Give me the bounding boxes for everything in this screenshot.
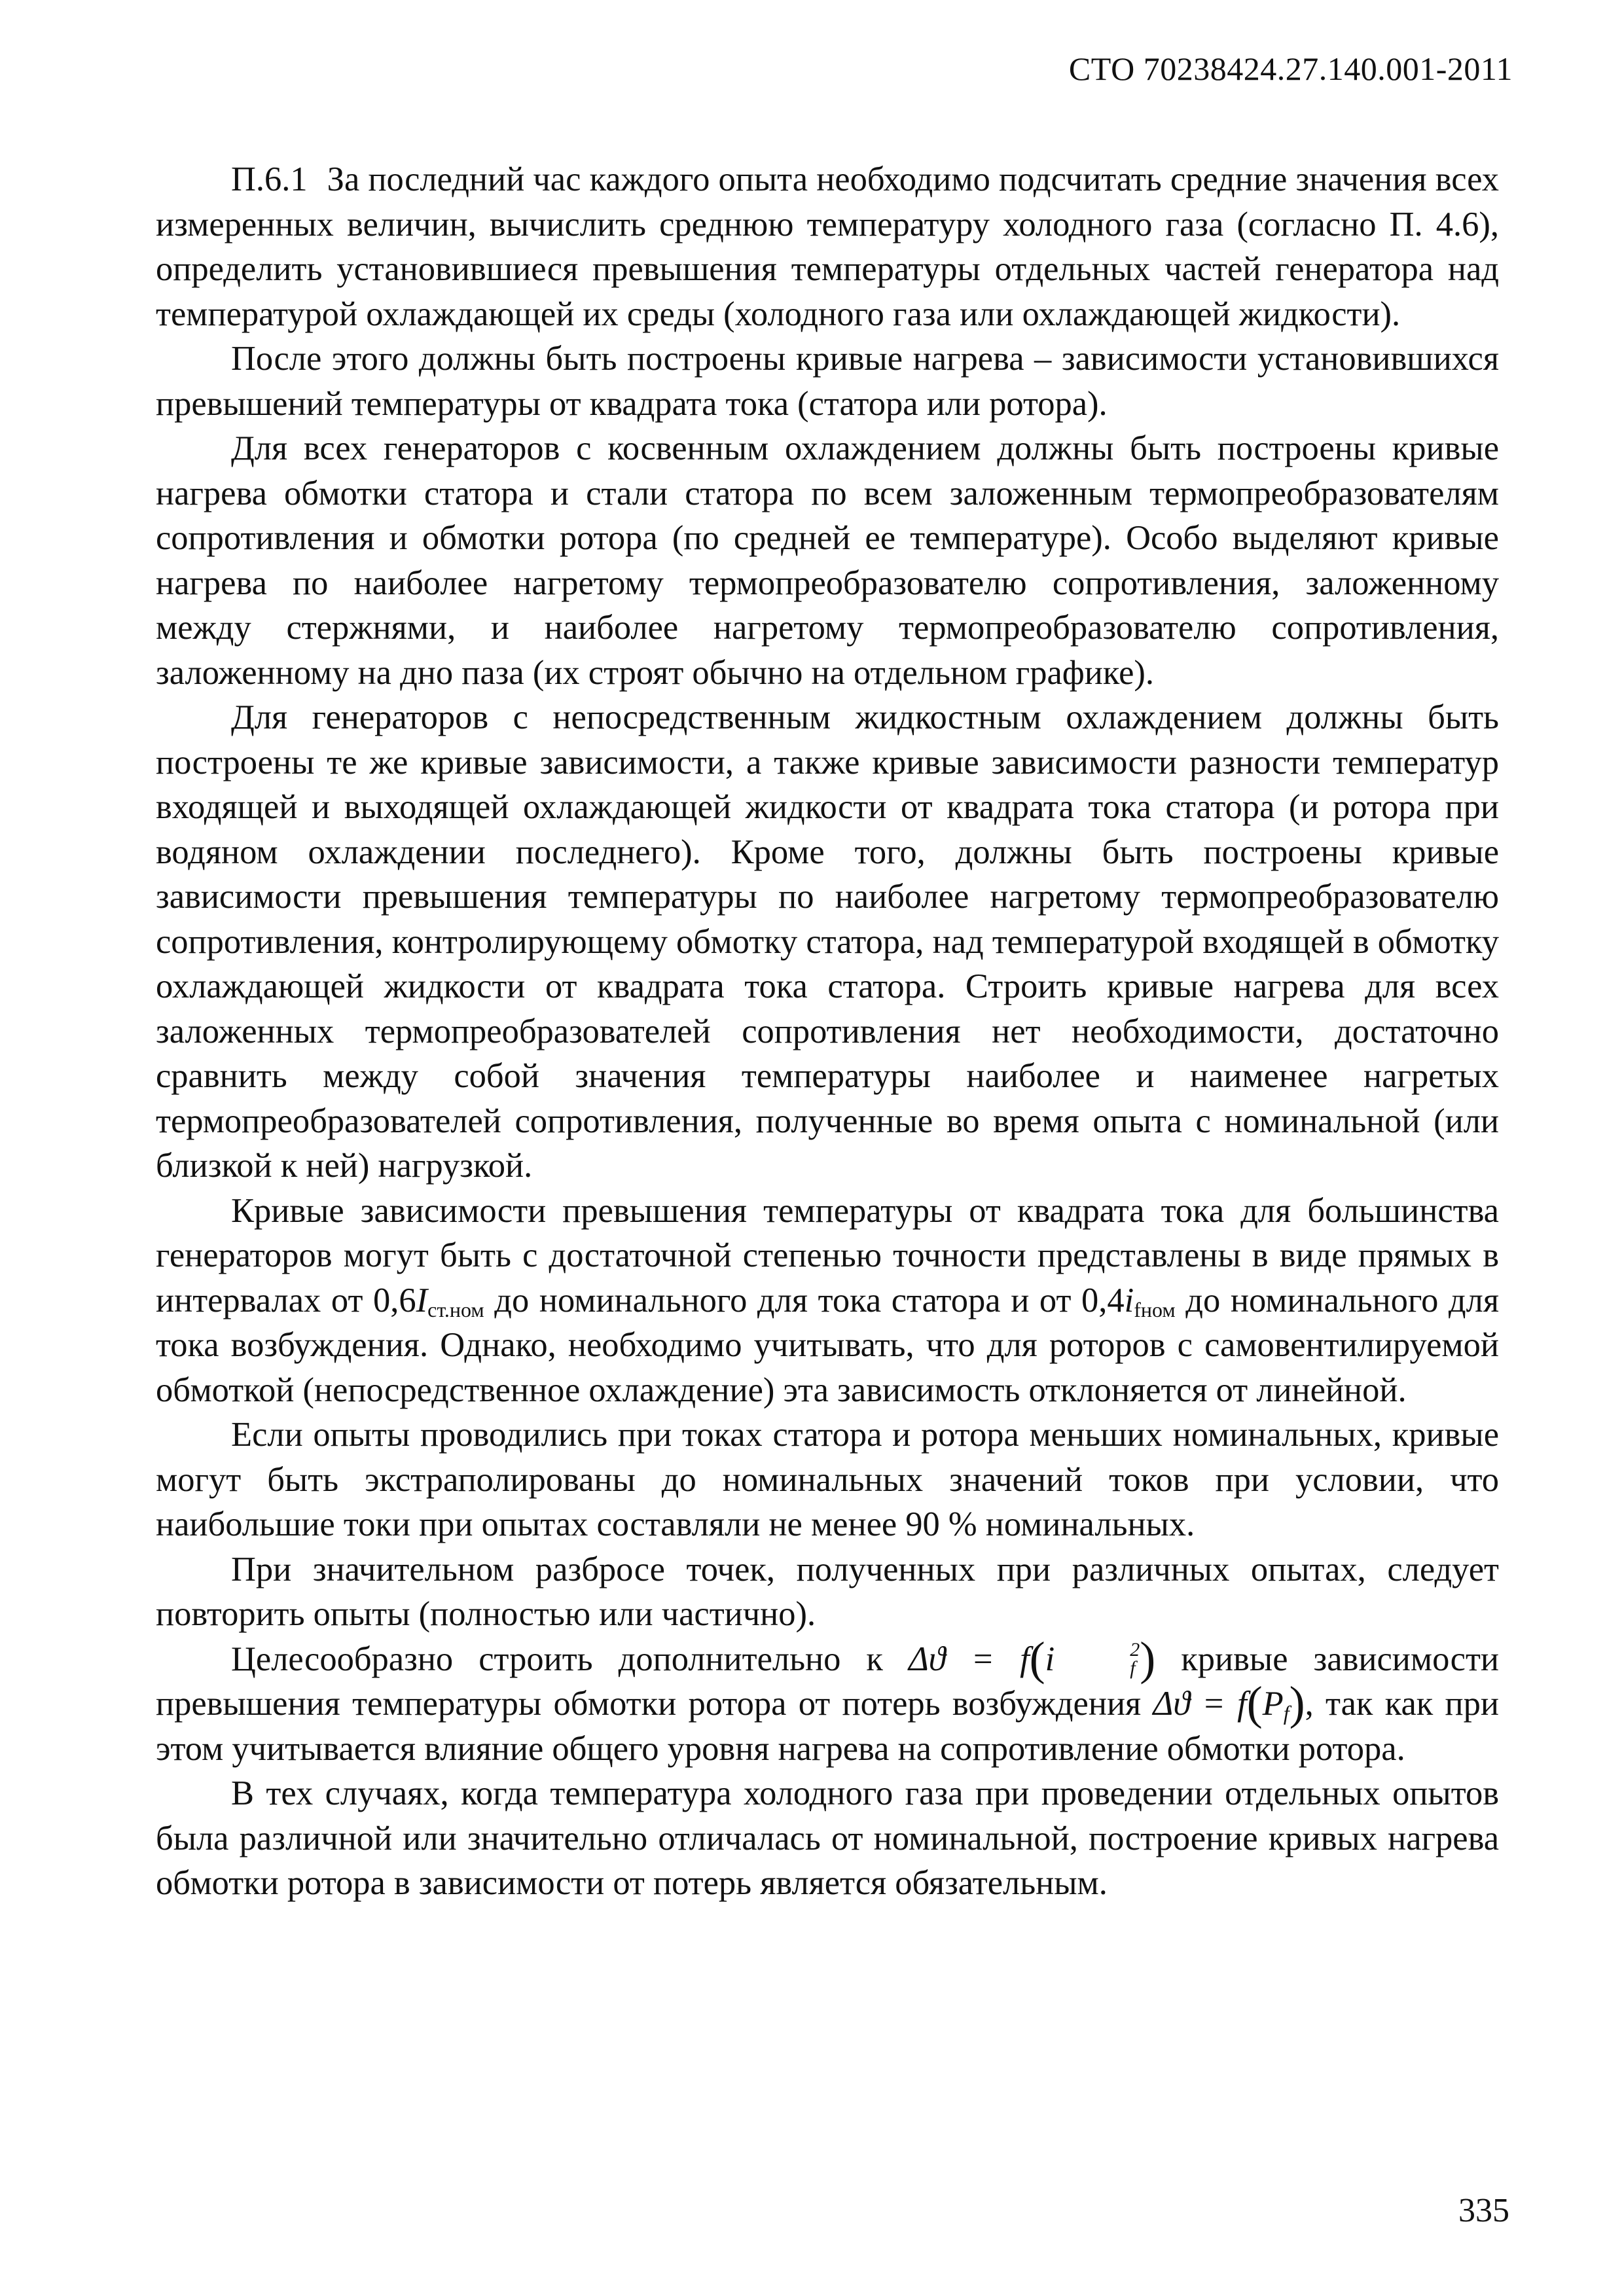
current-subscript-stator: ст.ном bbox=[427, 1297, 484, 1321]
paragraph-linear-approximation: Кривые зависимости превышения температуры от квадрата тока для большинства генераторов могут быть с достаточной степенью точности представлены в виде прямых в интервалах от $0,6I_{ст.ном}$ до номинального для тока статора и от $0,4i_{fном}$ до номинального для тока возбуждения. Однако, необходимо учитывать, что для роторов с самовентилируемой обмоткой (непосредственное охлаждение) эта зависимость отклоняется от линейной. bbox=[156, 1191, 1499, 1409]
document-body bbox=[156, 157, 1499, 1906]
clause-number: П.6.1 bbox=[231, 160, 308, 198]
paragraph-rotor-losses: Целесообразно строить дополнительно к Δϑ = f(i 2 f ) кривые зависимости превышения температуры обмотки ротора от потерь возбуждения $\Delta ϑ = f(P_f)$, так как при этом учитывается влияние общего уровня нагрева на сопротивление обмотки ротора. bbox=[156, 1632, 1499, 1768]
paragraph-mandatory-construction: В тех случаях, когда температура холодного газа при проведении отдельных опытов была различной или значительно отличалась от номинальной, построение кривых нагрева обмотки ротора в зависимости от потерь является обязательным. bbox=[156, 1774, 1499, 1902]
current-subscript-excitation: fном bbox=[1134, 1297, 1176, 1321]
paragraph-extrapolation: Если опыты проводились при токах статора и ротора меньших номинальных, кривые могут быть экстраполированы до номинальных значений токов при условии, что наибольшие токи при опытах составляли не менее 90 % номинальных. bbox=[156, 1416, 1499, 1543]
page-number: 335 bbox=[1458, 2192, 1509, 2229]
paragraph-indirect-cooling: Для всех генераторов с косвенным охлаждением должны быть построены кривые нагрева обмотки статора и стали статора по всем заложенным термопреобразователям сопротивления и обмотки ротора (по средней ее температуре). Особо выделяют кривые нагрева по наиболее нагретому термопреобразователю сопротивления, заложенному между стержнями, и наиболее нагретому термопреобразователю сопротивления, заложенному на дно паза (их строят обычно на отдельном графике). bbox=[156, 429, 1499, 692]
current-symbol-stator: I bbox=[416, 1281, 428, 1319]
paragraph-liquid-cooling: Для генераторов с непосредственным жидкостным охлаждением должны быть построены те же кривые зависимости, а также кривые зависимости разности температур входящей и выходящей охлаждающей жидкости от квадрата тока статора (и ротора при водяном охлаждении последнего). Кроме того, должны быть построены кривые зависимости превышения температуры по наиболее нагретому термопреобразователю сопротивления, контролирующему обмотку статора, над температурой входящей в обмотку охлаждающей жидкости от квадрата тока статора. Строить кривые нагрева для всех заложенных термопреобразователей сопротивления нет необходимости, достаточно сравнить между собой значения температуры наиболее и наименее нагретых термопреобразователей сопротивления, полученные во время опыта с номинальной (или близкой к ней) нагрузкой. bbox=[156, 698, 1499, 1185]
paragraph-text: За последний час каждого опыта необходимо подсчитать средние значения всех измеренных величин, вычислить среднюю температуру холодного газа (согласно П. 4.6), определить установившиеся превышения температуры отдельных частей генератора над температурой охлаждающей их среды (холодного газа или охлаждающей жидкости). bbox=[156, 160, 1499, 333]
paragraph-repeat-tests: При значительном разбросе точек, полученных при различных опытах, следует повторить опыты (полностью или частично). bbox=[156, 1550, 1499, 1633]
formula-temp-vs-excitation-losses: $\Delta ϑ = f(P_f)$ bbox=[1153, 1677, 1305, 1729]
paragraph-heating-curves: После этого должны быть построены кривые нагрева – зависимости установившихся превышений температуры от квадрата тока (статора или ротора). bbox=[156, 340, 1499, 423]
document-code-header: СТО 70238424.27.140.001-2011 bbox=[1068, 50, 1513, 87]
current-symbol-excitation: i bbox=[1124, 1281, 1134, 1319]
paragraph-clause-6-1 bbox=[156, 157, 1499, 336]
formula-temp-vs-current-squared: Δϑ = f(i 2 f ) bbox=[908, 1632, 1156, 1685]
